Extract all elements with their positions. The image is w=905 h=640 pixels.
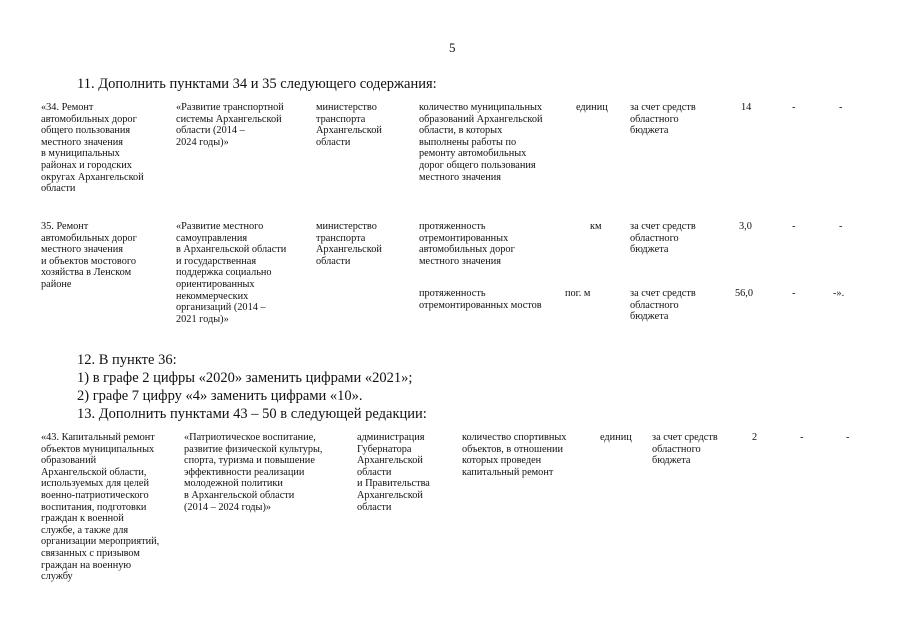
row43-executor: администрация Губернатора Архангельской области и Правительства Архангельской области — [357, 432, 430, 513]
item-12-sub-2: 2) графе 7 цифру «4» заменить цифрами «10». — [77, 388, 363, 404]
row35-unit-bridges: пог. м — [565, 288, 591, 299]
row34-value-1: 14 — [741, 102, 752, 113]
row35-unit-roads: км — [590, 221, 602, 232]
row35-name: 35. Ремонт автомобильных дорог местного значения и объектов мостового хозяйства в Ленском районе — [41, 221, 137, 290]
row43-program: «Патриотическое воспитание, развитие физической культуры, спорта, туризма и повышение эффективности реализации молодежной политики в Архангельской области (2014 – 2024 годы)» — [184, 432, 323, 513]
row35-roads-value-3: - — [839, 221, 843, 232]
row34-value-3: - — [839, 102, 843, 113]
row43-value-3: - — [846, 432, 850, 443]
row35-source-bridges: за счет средств областного бюджета — [630, 288, 696, 323]
row35-roads-value-2: - — [792, 221, 796, 232]
row34-value-2: - — [792, 102, 796, 113]
row43-name: «43. Капитальный ремонт объектов муниципальных образований Архангельской области, используемых для целей военно-патриотического воспитания, подготовки граждан к военной службе, а также для организации мероприятий, связанных с призывом граждан на военную службу — [41, 432, 160, 583]
row35-bridges-value-3: -». — [833, 288, 845, 299]
row43-value-2: - — [800, 432, 804, 443]
row34-executor: министерство транспорта Архангельской области — [316, 102, 382, 148]
row35-indicator-roads: протяженность отремонтированных автомобильных дорог местного значения — [419, 221, 515, 267]
page-number: 5 — [449, 40, 456, 55]
row34-program: «Развитие транспортной системы Архангельской области (2014 – 2024 годы)» — [176, 102, 284, 148]
row34-source: за счет средств областного бюджета — [630, 102, 696, 137]
row35-roads-value-1: 3,0 — [739, 221, 752, 232]
row35-bridges-value-2: - — [792, 288, 796, 299]
item-11-heading: 11. Дополнить пунктами 34 и 35 следующего содержания: — [77, 76, 437, 92]
item-13-heading: 13. Дополнить пунктами 43 – 50 в следующей редакции: — [77, 406, 427, 422]
row34-name: «34. Ремонт автомобильных дорог общего пользования местного значения в муниципальных районах и городских округах Архангельской области — [41, 102, 144, 195]
row35-indicator-bridges: протяженность отремонтированных мостов — [419, 288, 542, 311]
row43-value-1: 2 — [752, 432, 758, 443]
row43-source: за счет средств областного бюджета — [652, 432, 718, 467]
row35-program: «Развитие местного самоуправления в Архангельской области и государственная поддержка социально ориентированных некоммерческих организаций (2014 – 2021 годы)» — [176, 221, 287, 325]
row35-bridges-value-1: 56,0 — [735, 288, 754, 299]
row35-source-roads: за счет средств областного бюджета — [630, 221, 696, 256]
row35-executor: министерство транспорта Архангельской области — [316, 221, 382, 267]
row43-unit: единиц — [600, 432, 632, 443]
row34-indicator: количество муниципальных образований Архангельской области, в которых выполнены работы по ремонту автомобильных дорог общего пользования местного значения — [419, 102, 543, 183]
row43-indicator: количество спортивных объектов, в отношении которых проведен капитальный ремонт — [462, 432, 567, 478]
item-12-sub-1: 1) в графе 2 цифры «2020» заменить цифрами «2021»; — [77, 370, 413, 386]
item-12-heading: 12. В пункте 36: — [77, 352, 177, 368]
row34-unit: единиц — [576, 102, 608, 113]
